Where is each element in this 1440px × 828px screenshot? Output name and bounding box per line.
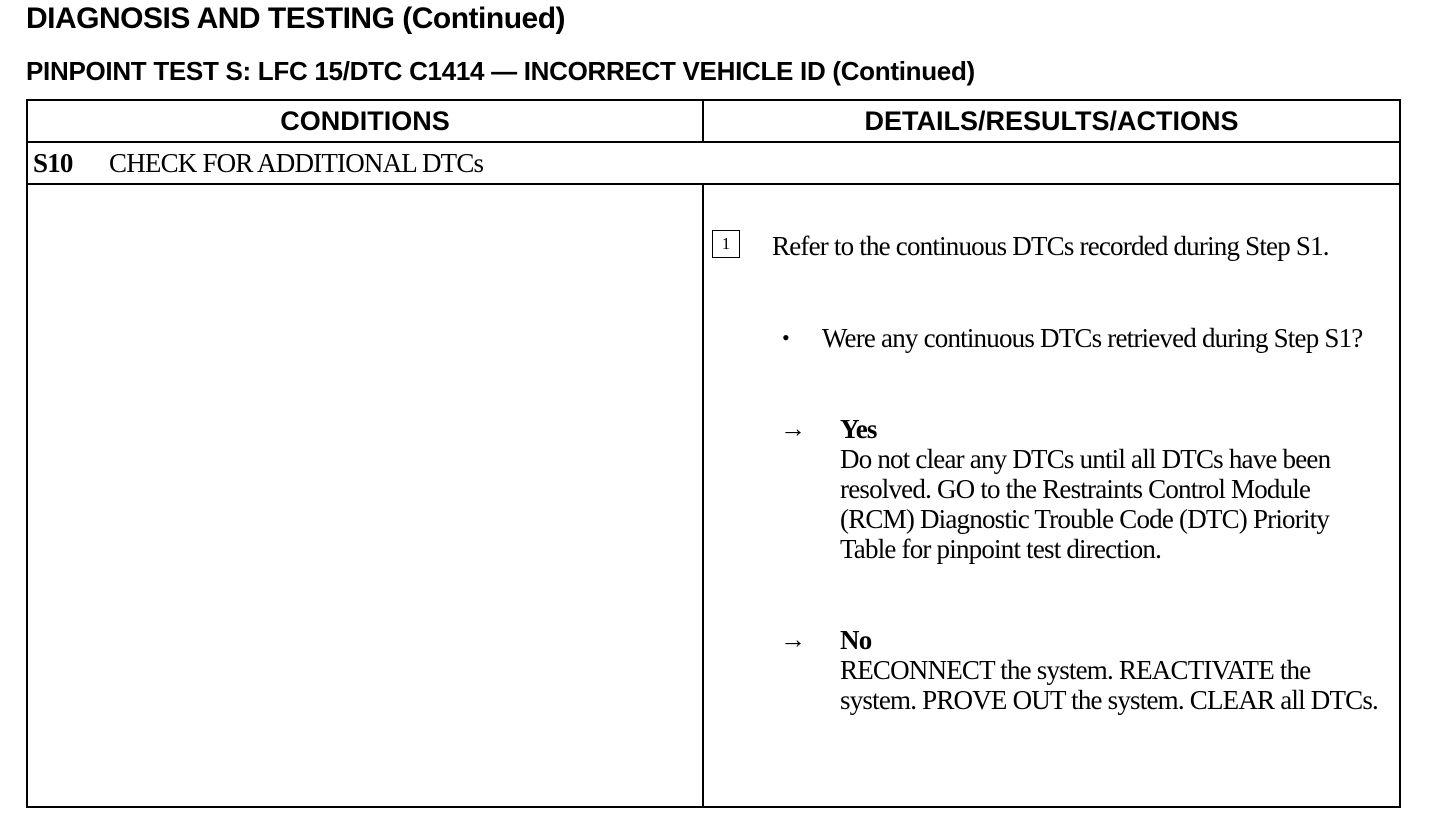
step-number: S10 — [33, 147, 73, 178]
test-subheading: PINPOINT TEST S: LFC 15/DTC C1414 — INCORRECT VEHICLE ID (Continued) — [26, 56, 975, 86]
no-text: RECONNECT the system. REACTIVATE the system. PROVE OUT the system. CLEAR all DTCs. — [840, 655, 1379, 715]
column-divider — [702, 185, 704, 806]
answer-yes — [840, 414, 1385, 564]
bullet-icon: • — [782, 325, 789, 350]
yes-label: Yes — [840, 414, 877, 444]
pinpoint-test-table — [26, 99, 1401, 808]
step-title: CHECK FOR ADDITIONAL DTCs — [109, 147, 484, 178]
yes-text: Do not clear any DTCs until all DTCs have been resolved. GO to the Restraints Control Module (RCM) Diagnostic Trouble Code (DTC) Priority Table for pinpoint test direction. — [840, 444, 1331, 564]
action-index-box: 1 — [712, 230, 740, 258]
action-instruction: Refer to the continuous DTCs recorded during Step S1. — [772, 231, 1329, 261]
no-label: No — [840, 625, 872, 655]
arrow-right-icon: → — [780, 414, 806, 443]
page-heading: DIAGNOSIS AND TESTING (Continued) — [26, 2, 566, 35]
arrow-right-icon: → — [780, 625, 806, 654]
details-column-header: DETAILS/RESULTS/ACTIONS — [704, 101, 1399, 143]
answer-no — [840, 625, 1385, 715]
conditions-column-header: CONDITIONS — [28, 101, 704, 143]
step-row — [28, 143, 1399, 185]
action-question: Were any continuous DTCs retrieved during Step S1? — [822, 323, 1363, 353]
